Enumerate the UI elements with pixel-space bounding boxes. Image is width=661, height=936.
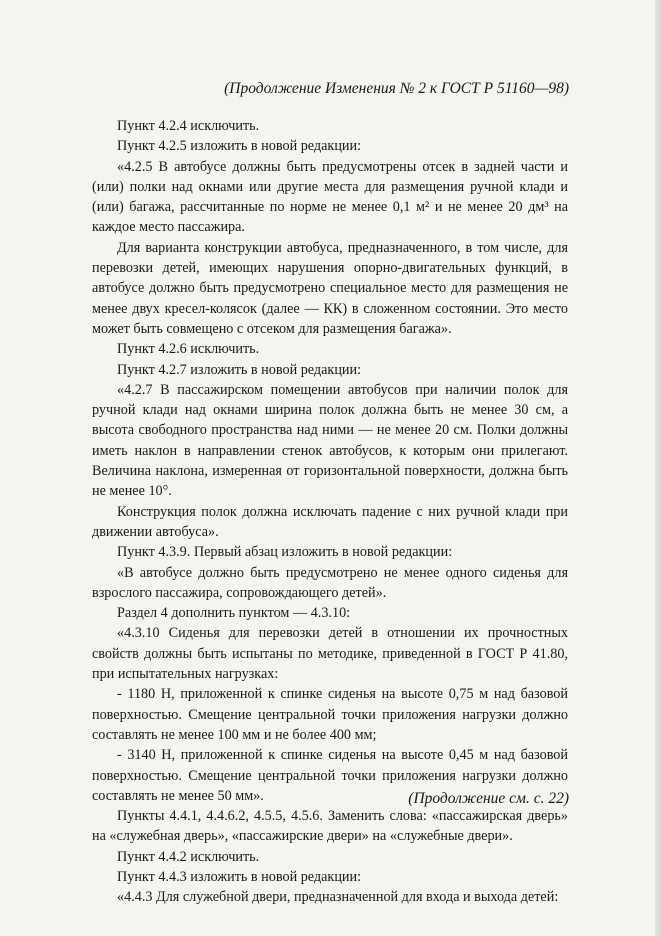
paragraph: Пункт 4.2.6 исключить. [117,341,260,358]
page-header: (Продолжение Изменения № 2 к ГОСТ Р 51160—98) [224,80,569,97]
paragraph: «4.2.5 В автобусе должны быть предусмотрены отсек в задней части и (или) полки над окнами или другие места для размещения ручной клади и (или) багажа, рассчитанные по норме не менее 0,1 м² и не менее 20 дм³ на каждое место пассажира. [92,158,568,236]
paragraph: Пункт 4.3.9. Первый абзац изложить в новой редакции: [117,544,453,561]
paragraph: Пункты 4.4.1, 4.4.6.2, 4.5.5, 4.5.6. Заменить слова: «пассажирская дверь» на «служебная дверь», «пассажирские двери» на «служебные двери». [92,808,568,845]
paragraph: «4.4.3 Для служебной двери, предназначенной для входа и выхода детей: [117,889,559,906]
document-body [92,116,568,908]
paragraph: Пункт 4.2.4 исключить. [117,118,260,134]
list-item: - 1180 Н, приложенной к спинке сиденья на высоте 0,75 м над базовой поверхностью. Смещение центральной точки приложения нагрузки должно составлять не менее 100 мм и не более 400 мм; [92,686,568,743]
paragraph: Пункт 4.4.2 исключить. [117,848,260,865]
paragraph: «В автобусе должно быть предусмотрено не менее одного сиденья для взрослого пассажира, сопровождающего детей». [92,564,568,601]
paragraph: Пункт 4.2.7 изложить в новой редакции: [117,361,362,378]
paragraph: Конструкция полок должна исключать падение с них ручной клади при движении автобуса». [92,503,568,540]
paragraph: «4.2.7 В пассажирском помещении автобусов при наличии полок для ручной клади над окнами ширина полок должна быть не менее 30 см, а высота свободного пространства над ними — не менее 20 см. Полки должны иметь наклон в направлении стенок автобусов, к которым они прилегают. Величина наклона, измеренная от горизонтальной поверхности, должна быть не менее 10°. [92,381,568,500]
page-edge [655,0,661,936]
paragraph: Для варианта конструкции автобуса, предназначенного, в том числе, для перевозки детей, имеющих нарушения опорно-двигательных функций, в автобусе должно быть предусмотрено специальное место для размещения не менее двух кресел-колясок (далее — КК) в сложенном состоянии. Это место может быть совмещено с отсеком для размещения багажа». [92,239,568,337]
paragraph: Раздел 4 дополнить пунктом — 4.3.10: [117,605,351,622]
paragraph: Пункт 4.4.3 изложить в новой редакции: [117,868,362,885]
list-item: - 3140 Н, приложенной к спинке сиденья на высоте 0,45 м над базовой поверхностью. Смещение центральной точки приложения нагрузки должно составлять не менее 50 мм». [92,747,568,804]
paragraph: Пункт 4.2.5 изложить в новой редакции: [117,138,362,155]
page-footer: (Продолжение см. с. 22) [408,790,569,807]
paragraph: «4.3.10 Сиденья для перевозки детей в отношении их прочностных свойств должны быть испытаны по методике, приведенной в ГОСТ Р 41.80, при испытательных нагрузках: [92,625,568,683]
